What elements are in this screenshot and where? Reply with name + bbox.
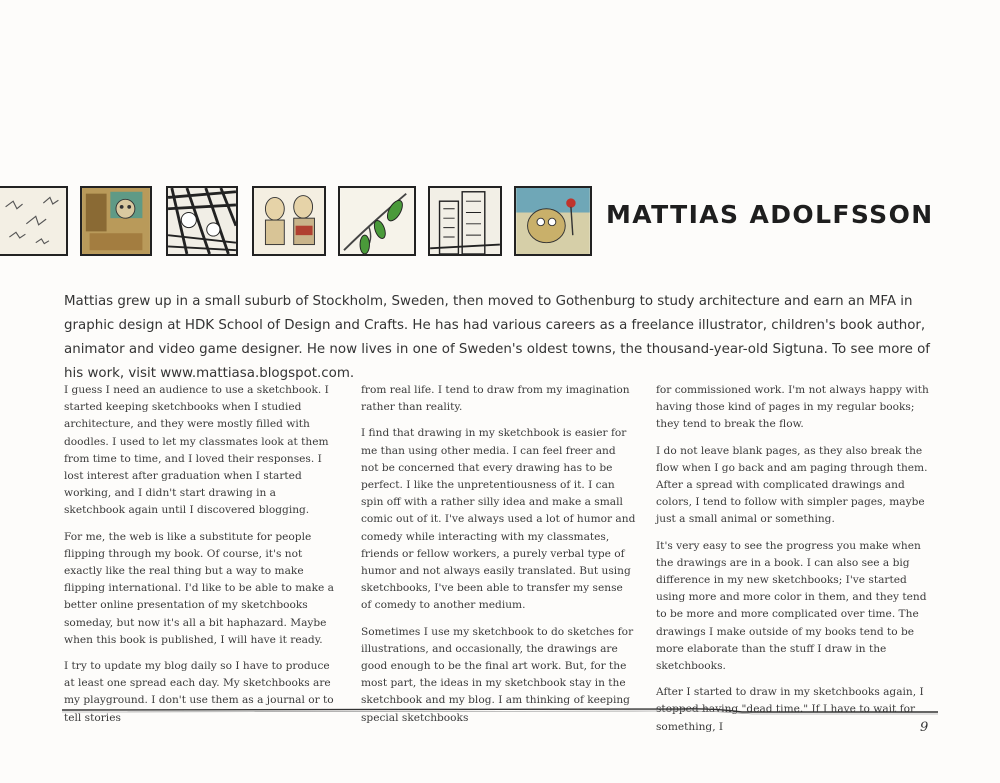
creature-sketch-icon [514,186,592,256]
body-paragraph: For me, the web is like a substitute for people flipping through my book. Of course, it's not exactly like the real thing but a way to make flipping international. I'd like to be able to make a better online presentation of my sketchbooks someday, but now it's all a bit haphazard. Maybe when this book is published, I will have it ready. [64,530,334,646]
branch-leaves-sketch-icon [338,186,416,256]
text-column-1 [64,382,339,736]
text-column-3 [656,382,931,745]
body-paragraph: for commissioned work. I'm not always happy with having those kind of pages in my regular books; they tend to break the flow. [656,384,929,431]
body-paragraph: It's very easy to see the progress you make when the drawings are in a book. I can also see a big difference in my new sketchbooks; I've started using more and more color in them, and they tend to be more and more complicated over time. The drawings I make outside of my books tend to be more elaborate than the stuff I draw in the sketchbooks. [656,539,927,673]
building-sketch-icon [428,186,502,256]
body-paragraph: I do not leave blank pages, as they also break the flow when I go back and am paging through them. After a spread with complicated drawings and colors, I tend to follow with simpler pages, maybe just a small animal or something. [656,444,928,526]
intro-paragraph: Mattias grew up in a small suburb of Stockholm, Sweden, then moved to Gothenburg to study architecture and earn an MFA in graphic design at HDK School of Design and Crafts. He has had various careers as a freelance illustrator, children's book author, animator and video game designer. He now lives in one of Sweden's oldest towns, the thousand-year-old Sigtuna. To see more of his work, visit www.mattiasa.blogspot.com. [64,294,931,381]
body-paragraph: I try to update my blog daily so I have to produce at least one spread each day. My sketchbooks are my playground. I don't use them as a journal or to tell stories [64,660,334,724]
page-number: 9 [920,720,929,735]
body-paragraph: I guess I need an audience to use a sketchbook. I started keeping sketchbooks when I studied architecture, and they were mostly filled with doodles. I used to let my classmates look at them from time to time, and I loved their responses. I lost interest after graduation when I started working, and I didn't start drawing in a sketchbook again until I discovered blogging. [64,384,329,517]
body-paragraph: I find that drawing in my sketchbook is easier for me than using other media. I can feel freer and not be concerned that every drawing has to be perfect. I like the unpretentiousness of it. I can spin off with a rather silly idea and make a small comic out of it. I've always used a lot of humor and comedy while interacting with my classmates, friends or fellow workers, a purely verbal type of humor and not always easily translated. But using sketchbooks, I've been able to transfer my sense of comedy to another medium. [361,427,636,612]
sketch-thumbnail-strip [0,186,600,260]
body-paragraph: from real life. I tend to draw from my imagination rather than reality. [361,384,630,414]
crowd-sketch-icon [166,186,238,256]
text-column-2 [361,382,636,736]
body-paragraph: Sometimes I use my sketchbook to do sketches for illustrations, and occasionally, the drawings are good enough to be the final art work. But, for the most part, the ideas in my sketchbook stay in the sketchbook and my blog. I am thinking of keeping special sketchbooks [361,625,634,724]
body-paragraph: After I started to draw in my sketchbooks again, I stopped having "dead time." If I have to wait for something, I [656,686,924,733]
footer-divider [62,700,938,716]
page-title: MATTIAS ADOLFSSON [606,200,934,229]
character-room-sketch-icon [80,186,152,256]
two-figures-sketch-icon [252,186,326,256]
birds-sketch-icon [0,186,68,256]
